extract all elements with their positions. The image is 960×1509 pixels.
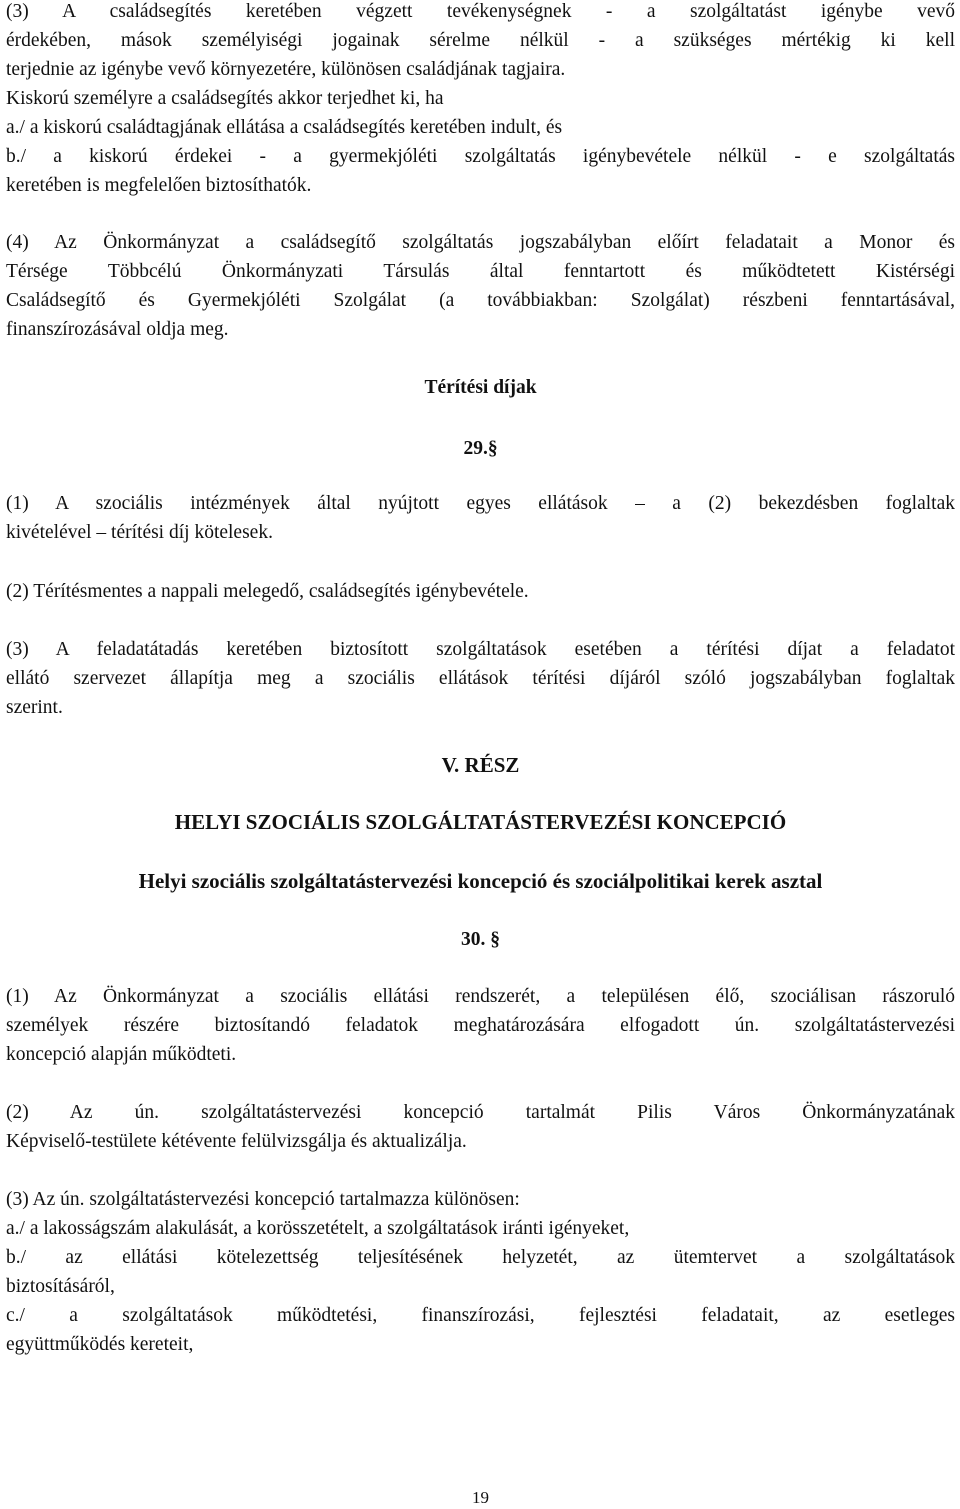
paragraph-3-family-support — [6, 0, 955, 200]
paragraph-29-3 — [6, 635, 955, 722]
text-line: (3) Az ún. szolgáltatástervezési koncepció tartalmazza különösen: — [6, 1189, 520, 1210]
list-item-b: b./ az ellátási kötelezettség teljesítésének helyzetét, az ütemtervet a szolgáltatások — [6, 1247, 955, 1268]
section-number: 30. — [461, 929, 486, 950]
list-item-c-continued: együttműködés kereteit, — [6, 1334, 194, 1355]
part-title: HELYI SZOCIÁLIS SZOLGÁLTATÁSTERVEZÉSI KONCEPCIÓ — [174, 810, 787, 834]
text-line: b./ a kiskorú érdekei - a gyermekjóléti szolgáltatás igénybevétele nélkül - e szolgáltatás — [6, 146, 955, 167]
section-heading-30 — [6, 925, 955, 954]
paragraph-4-municipality — [6, 228, 955, 344]
page-number: 19 — [472, 1488, 489, 1507]
section-sign: § — [490, 929, 500, 950]
text-line: Képviselő-testülete kétévente felülvizsgálja és aktualizálja. — [6, 1131, 467, 1152]
paragraph-29-2 — [6, 577, 955, 606]
text-line: (2) Az ún. szolgáltatástervezési koncepció tartalmát Pilis Város Önkormányzatának — [6, 1102, 955, 1123]
text-line: Családsegítő és Gyermekjóléti Szolgálat (a továbbiakban: Szolgálat) részbeni fenntartásával, — [6, 290, 955, 311]
text-line: keretében is megfelelően biztosíthatók. — [6, 175, 312, 196]
text-line: személyek részére biztosítandó feladatok meghatározására elfogadott ún. szolgáltatástervezési — [6, 1015, 955, 1036]
text-line: (1) Az Önkormányzat a szociális ellátási rendszerét, a településen élő, szociálisan rászoruló — [6, 986, 955, 1007]
text-line: koncepció alapján működteti. — [6, 1044, 237, 1065]
text-line: Térsége Többcélú Önkormányzati Társulás által fenntartott és működtetett Kistérségi — [6, 261, 955, 282]
text-line: finanszírozásával oldja meg. — [6, 319, 229, 340]
paragraph-30-2 — [6, 1098, 955, 1156]
text-line: (2) Térítésmentes a nappali melegedő, családsegítés igénybevétele. — [6, 581, 529, 602]
section-number: 29. — [463, 438, 488, 459]
chapter-subtitle: Helyi szociális szolgáltatástervezési koncepció és szociálpolitikai kerek asztal — [138, 869, 823, 893]
section-heading-29 — [6, 434, 955, 463]
list-item-c: c./ a szolgáltatások működtetési, finanszírozási, fejlesztési feladatait, az esetleges — [6, 1305, 955, 1326]
text-line: a./ a kiskorú családtagjának ellátása a családsegítés keretében indult, és — [6, 117, 563, 138]
part-heading-v: V. RÉSZ — [441, 753, 520, 777]
text-line: szerint. — [6, 697, 63, 718]
paragraph-30-3 — [6, 1185, 955, 1359]
text-line: kivételével – térítési díj kötelesek. — [6, 522, 273, 543]
text-line: (3) A feladatátadás keretében biztosított szolgáltatások esetében a térítési díjat a feladatot — [6, 639, 955, 660]
document-page — [6, 0, 955, 1509]
text-line: (3) A családsegítés keretében végzett tevékenységnek - a szolgáltatást igénybe vevő — [6, 1, 955, 22]
list-item-a: a./ a lakosságszám alakulását, a korösszetételt, a szolgáltatások iránti igényeket, — [6, 1218, 630, 1239]
section-sign: § — [487, 438, 498, 459]
text-line: Kiskorú személyre a családsegítés akkor terjedhet ki, ha — [6, 88, 444, 109]
list-item-b-continued: biztosításáról, — [6, 1276, 115, 1297]
text-line: érdekében, mások személyiségi jogainak sérelme nélkül - a szükséges mértékig ki kell — [6, 30, 955, 51]
text-line: (4) Az Önkormányzat a családsegítő szolgáltatás jogszabályban előírt feladatait a Monor és — [6, 232, 955, 253]
heading-fees: Térítési díjak — [424, 377, 537, 398]
text-line: ellátó szervezet állapítja meg a szociális ellátások térítési díjáról szóló jogszabályban foglaltak — [6, 668, 955, 689]
text-line: (1) A szociális intézmények által nyújtott egyes ellátások – a (2) bekezdésben foglaltak — [6, 493, 955, 514]
paragraph-30-1 — [6, 982, 955, 1069]
text-line: terjednie az igénybe vevő környezetére, különösen családjának tagjaira. — [6, 59, 566, 80]
paragraph-29-1 — [6, 489, 955, 547]
